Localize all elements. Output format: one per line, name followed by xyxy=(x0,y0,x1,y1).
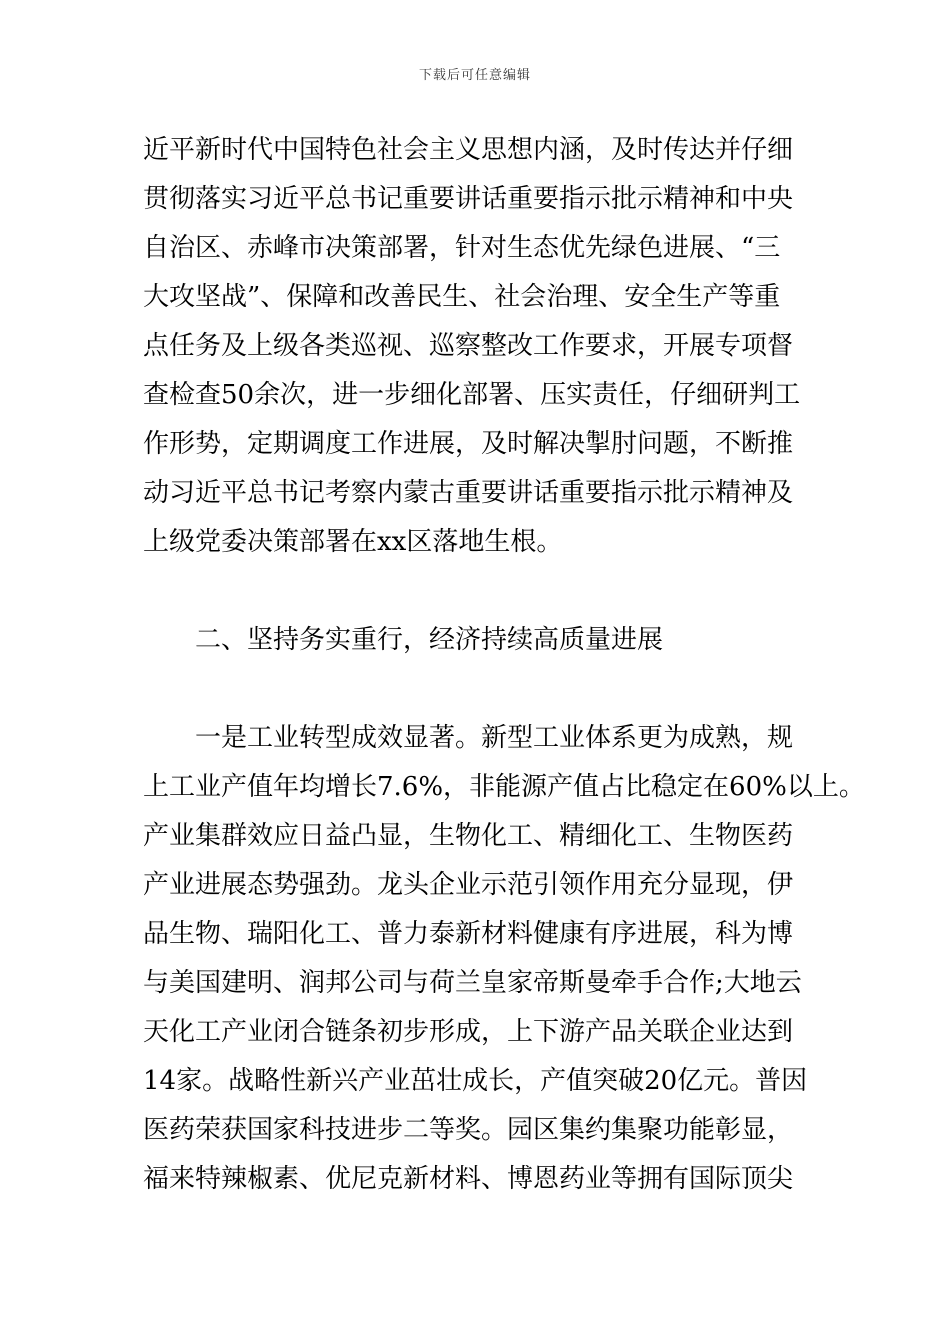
section-heading: 二、坚持务实重行，经济持续高质量进展 xyxy=(195,625,664,655)
text-line: 天化工产业闭合链条初步形成，上下游产品关联企业达到 xyxy=(143,1017,794,1047)
text-line: 贯彻落实习近平总书记重要讲话重要指示批示精神和中央 xyxy=(143,184,794,214)
text-line: 动习近平总书记考察内蒙古重要讲话重要指示批示精神及 xyxy=(143,478,794,508)
text-line: 近平新时代中国特色社会主义思想内涵，及时传达并仔细 xyxy=(143,135,794,165)
paragraph-2 xyxy=(143,714,865,1204)
text-line: 查检查50余次，进一步细化部署、压实责任，仔细研判工 xyxy=(143,380,801,410)
paragraph-spacer xyxy=(143,665,833,714)
text-line: 作形势，定期调度工作进展，及时解决掣肘问题，不断推 xyxy=(143,429,794,459)
text-line: 产业进展态势强劲。龙头企业示范引领作用充分显现，伊 xyxy=(143,870,794,900)
text-line: 福来特辣椒素、优尼克新材料、博恩药业等拥有国际顶尖 xyxy=(143,1164,794,1194)
paragraph-1 xyxy=(143,126,833,567)
text-line: 14家。战略性新兴产业茁壮成长，产值突破20亿元。普因 xyxy=(143,1066,808,1096)
text-line: 产业集群效应日益凸显，生物化工、精细化工、生物医药 xyxy=(143,821,794,851)
paragraph-spacer xyxy=(143,567,833,616)
text-line: 医药荣获国家科技进步二等奖。园区集约集聚功能彰显， xyxy=(143,1115,794,1145)
page-header-note: 下载后可任意编辑 xyxy=(418,68,531,83)
text-line: 与美国建明、润邦公司与荷兰皇家帝斯曼牵手合作;大地云 xyxy=(143,968,802,998)
document-body xyxy=(143,126,865,1204)
text-line: 上工业产值年均增长7.6%，非能源产值占比稳定在60%以上。 xyxy=(143,772,865,802)
text-line: 自治区、赤峰市决策部署，针对生态优先绿色进展、“三 xyxy=(143,233,781,263)
text-line: 上级党委决策部署在xx区落地生根。 xyxy=(143,527,563,557)
text-line: 点任务及上级各类巡视、巡察整改工作要求，开展专项督 xyxy=(143,331,794,361)
text-line: 大攻坚战”、保障和改善民生、社会治理、安全生产等重 xyxy=(143,282,781,312)
text-line: 一是工业转型成效显著。新型工业体系更为成熟，规 xyxy=(195,723,794,753)
text-line: 品生物、瑞阳化工、普力泰新材料健康有序进展，科为博 xyxy=(143,919,794,949)
